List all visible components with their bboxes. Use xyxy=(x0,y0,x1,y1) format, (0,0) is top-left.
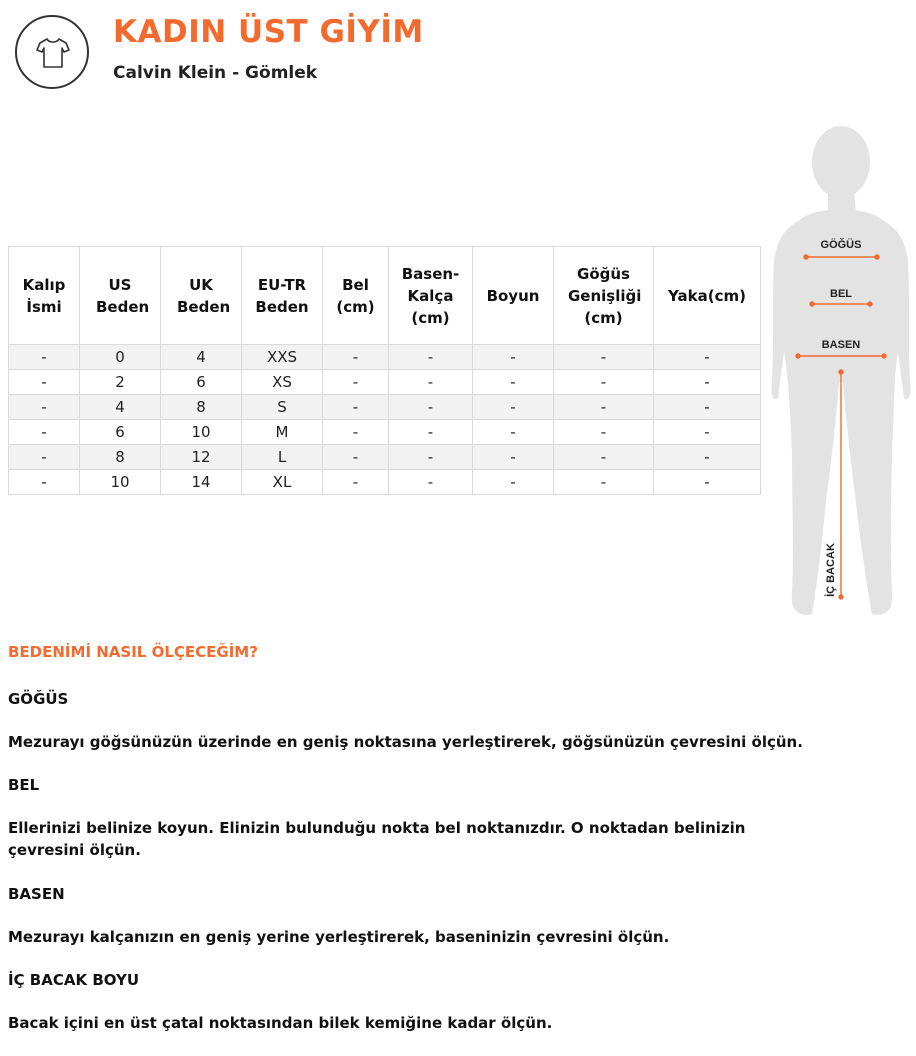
cell-chest-width: - xyxy=(554,345,654,370)
cell-neck: - xyxy=(473,395,554,420)
cell-fit-name: - xyxy=(9,445,80,470)
table-row xyxy=(9,345,761,370)
table-row xyxy=(9,420,761,445)
hip-heading: BASEN xyxy=(8,885,65,903)
cell-chest-width: - xyxy=(554,420,654,445)
hip-instructions: Mezurayı kalçanızın en geniş yerine yerleştirerek, baseninizin çevresini ölçün. xyxy=(8,928,670,946)
product-subtitle: Calvin Klein - Gömlek xyxy=(113,63,318,83)
cell-chest-width: - xyxy=(554,445,654,470)
cell-hip: - xyxy=(389,445,473,470)
chest-instructions: Mezurayı göğsünüzün üzerinde en geniş noktasına yerleştirerek, göğsünüzün çevresini ölçün. xyxy=(8,733,803,751)
cell-neck: - xyxy=(473,445,554,470)
cell-hip: - xyxy=(389,420,473,445)
inseam-label: İÇ BACAK xyxy=(825,543,837,597)
cell-uk-size: 12 xyxy=(161,445,242,470)
cell-us-size: 4 xyxy=(80,395,161,420)
cell-uk-size: 6 xyxy=(161,370,242,395)
page-title: KADIN ÜST GİYİM xyxy=(113,14,424,50)
cell-hip: - xyxy=(389,395,473,420)
cell-collar: - xyxy=(654,420,761,445)
cell-waist: - xyxy=(323,395,389,420)
hip-label: BASEN xyxy=(821,339,861,351)
cell-collar: - xyxy=(654,395,761,420)
cell-neck: - xyxy=(473,470,554,495)
inseam-instructions: Bacak içini en üst çatal noktasından bilek kemiğine kadar ölçün. xyxy=(8,1014,553,1032)
cell-fit-name: - xyxy=(9,420,80,445)
cell-collar: - xyxy=(654,470,761,495)
cell-fit-name: - xyxy=(9,470,80,495)
header-fit-name: Kalıp İsmi xyxy=(9,247,80,345)
cell-uk-size: 10 xyxy=(161,420,242,445)
header-neck: Boyun xyxy=(473,247,554,345)
page-header xyxy=(0,0,916,100)
header-uk-size: UK Beden xyxy=(161,247,242,345)
header-collar: Yaka(cm) xyxy=(654,247,761,345)
cell-collar: - xyxy=(654,445,761,470)
cell-chest-width: - xyxy=(554,370,654,395)
measurement-guide xyxy=(8,643,808,1032)
cell-waist: - xyxy=(323,445,389,470)
waist-label: BEL xyxy=(830,288,852,300)
cell-collar: - xyxy=(654,345,761,370)
cell-uk-size: 14 xyxy=(161,470,242,495)
cell-eu-tr-size: S xyxy=(242,395,323,420)
chest-heading: GÖĞÜS xyxy=(8,690,69,708)
cell-fit-name: - xyxy=(9,370,80,395)
cell-hip: - xyxy=(389,470,473,495)
cell-us-size: 2 xyxy=(80,370,161,395)
size-chart-table xyxy=(8,246,761,495)
table-row xyxy=(9,395,761,420)
cell-collar: - xyxy=(654,370,761,395)
tshirt-icon xyxy=(36,37,70,69)
table-row xyxy=(9,470,761,495)
cell-waist: - xyxy=(323,470,389,495)
table-row xyxy=(9,445,761,470)
cell-waist: - xyxy=(323,345,389,370)
cell-us-size: 6 xyxy=(80,420,161,445)
inseam-heading: İÇ BACAK BOYU xyxy=(8,971,140,989)
chest-label: GÖĞÜS xyxy=(820,239,862,251)
guide-question: BEDENİMİ NASIL ÖLÇECEĞİM? xyxy=(8,643,258,661)
table-header-row xyxy=(9,247,761,345)
cell-neck: - xyxy=(473,420,554,445)
cell-eu-tr-size: XS xyxy=(242,370,323,395)
cell-eu-tr-size: M xyxy=(242,420,323,445)
category-badge xyxy=(15,15,89,89)
cell-eu-tr-size: XL xyxy=(242,470,323,495)
cell-neck: - xyxy=(473,345,554,370)
cell-neck: - xyxy=(473,370,554,395)
cell-us-size: 8 xyxy=(80,445,161,470)
cell-uk-size: 8 xyxy=(161,395,242,420)
body-measurement-figure xyxy=(770,122,916,622)
cell-eu-tr-size: XXS xyxy=(242,345,323,370)
cell-us-size: 0 xyxy=(80,345,161,370)
cell-waist: - xyxy=(323,420,389,445)
cell-eu-tr-size: L xyxy=(242,445,323,470)
cell-fit-name: - xyxy=(9,395,80,420)
cell-us-size: 10 xyxy=(80,470,161,495)
header-eu-tr-size: EU-TR Beden xyxy=(242,247,323,345)
header-chest-width: Göğüs Genişliği (cm) xyxy=(554,247,654,345)
cell-hip: - xyxy=(389,345,473,370)
cell-waist: - xyxy=(323,370,389,395)
header-hip: Basen- Kalça (cm) xyxy=(389,247,473,345)
header-waist: Bel (cm) xyxy=(323,247,389,345)
table-row xyxy=(9,370,761,395)
header-us-size: US Beden xyxy=(80,247,161,345)
cell-chest-width: - xyxy=(554,470,654,495)
cell-hip: - xyxy=(389,370,473,395)
cell-uk-size: 4 xyxy=(161,345,242,370)
cell-fit-name: - xyxy=(9,345,80,370)
cell-chest-width: - xyxy=(554,395,654,420)
waist-instructions: Ellerinizi belinize koyun. Elinizin bulunduğu nokta bel noktanızdır. O noktadan belinizin çevresini ölçün. xyxy=(8,819,746,859)
waist-heading: BEL xyxy=(8,776,40,794)
